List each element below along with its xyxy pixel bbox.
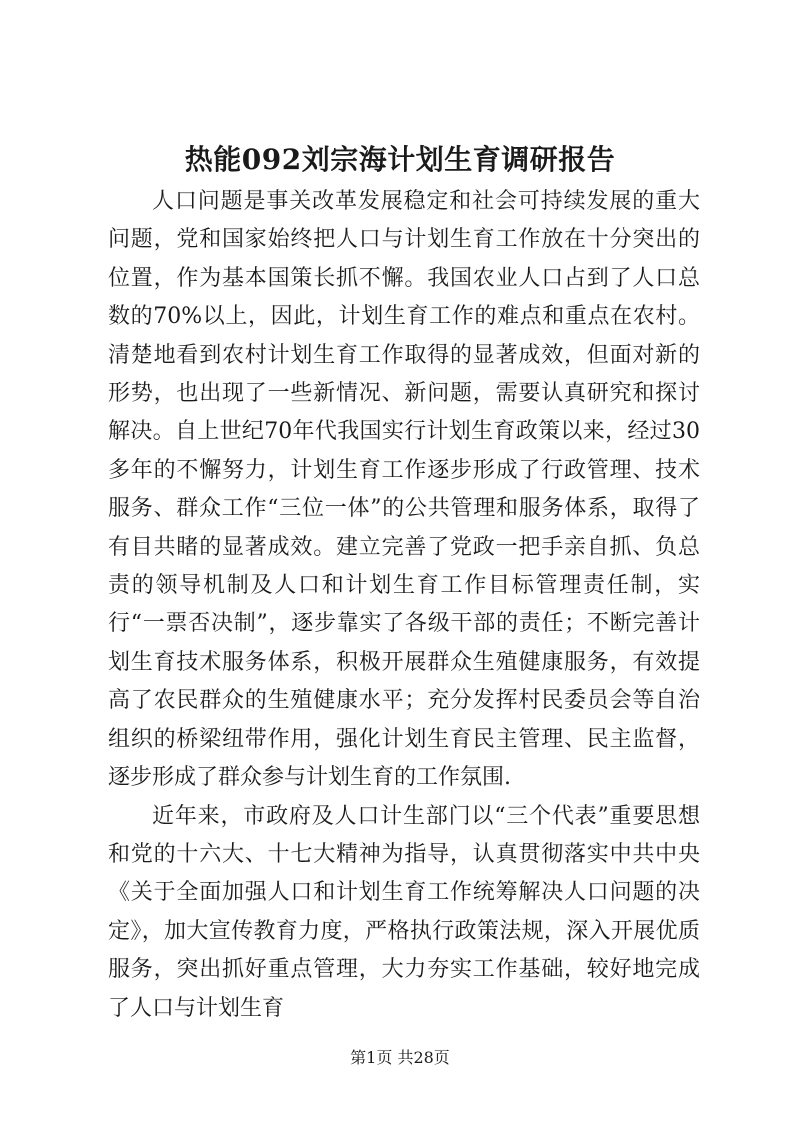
document-body	[108, 183, 700, 1028]
paragraph-2: 近年来，市政府及人口计生部门以“三个代表”重要思想和党的十六大、十七大精神为指导，认真贯彻落实中共中央《关于全面加强人口和计划生育工作统筹解决人口问题的决定》，加大宣传教育力度，严格执行政策法规，深入开展优质服务，突出抓好重点管理，大力夯实工作基础，较好地完成了人口与计划生育	[108, 803, 700, 1021]
paragraph-1: 人口问题是事关改革发展稳定和社会可持续发展的重大问题，党和国家始终把人口与计划生育工作放在十分突出的位置，作为基本国策长抓不懈。我国农业人口占到了人口总数的70%以上，因此，计划生育工作的难点和重点在农村。清楚地看到农村计划生育工作取得的显著成效，但面对新的形势，也出现了一些新情况、新问题，需要认真研究和探讨解决。自上世纪70年代我国实行计划生育政策以来，经过30多年的不懈努力，计划生育工作逐步形成了行政管理、技术服务、群众工作“三位一体”的公共管理和服务体系，取得了有目共睹的显著成效。建立完善了党政一把手亲自抓、负总责的领导机制及人口和计划生育工作目标管理责任制，实行“一票否决制”，逐步靠实了各级干部的责任；不断完善计划生育技术服务体系，积极开展群众生殖健康服务，有效提高了农民群众的生殖健康水平；充分发挥村民委员会等自治组织的桥梁纽带作用，强化计划生育民主管理、民主监督，逐步形成了群众参与计划生育的工作氛围.	[108, 189, 700, 791]
page-number-footer: 第1页 共28页	[350, 1048, 450, 1067]
document-title: 热能092刘宗海计划生育调研报告	[184, 143, 616, 176]
